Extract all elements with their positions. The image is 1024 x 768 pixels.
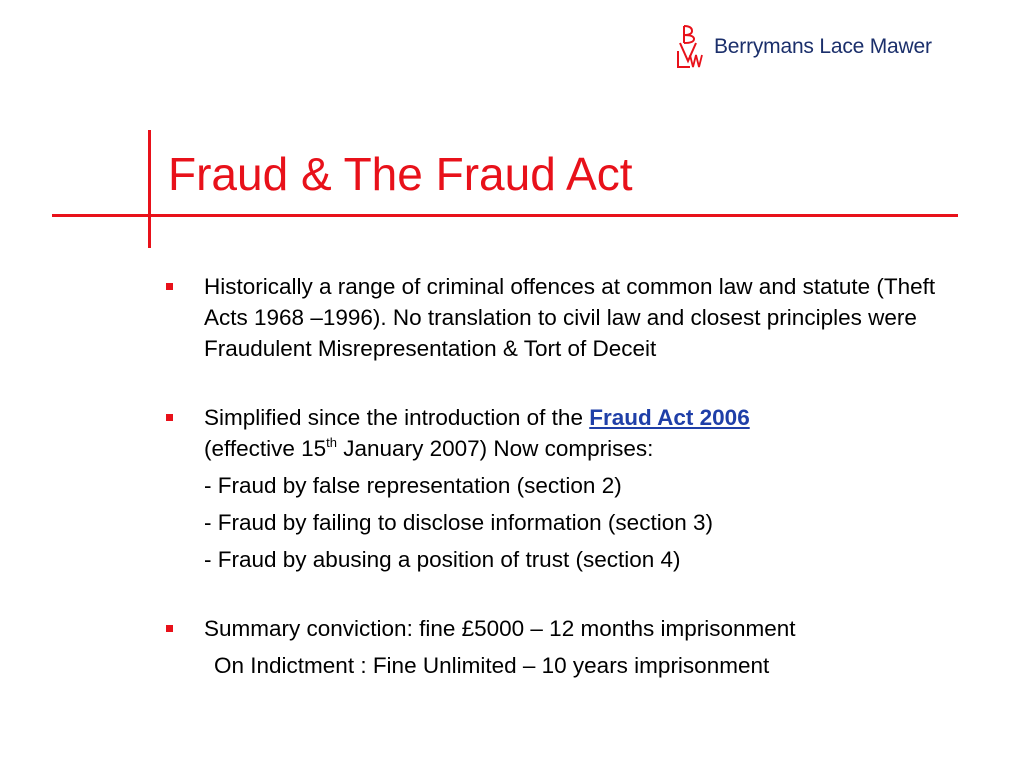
company-name: Berrymans Lace Mawer (714, 35, 932, 58)
bullet-text: Historically a range of criminal offences at common law and statute (Theft Acts 1968 –1996). No translation to civil law and closest principles were Fraudulent Misrepresentation & Tort of Deceit (204, 274, 936, 361)
bullet-intro: Simplified since the introduction of the (204, 405, 583, 430)
bullet-history (166, 271, 966, 364)
bullet-marker-icon (166, 414, 173, 421)
company-logo (676, 22, 932, 72)
blm-monogram-icon (676, 23, 704, 71)
bullet-penalties (166, 613, 966, 644)
effective-date-post: January 2007) Now comprises: (337, 436, 654, 461)
effective-date-pre: (effective 15 (204, 436, 327, 461)
slide-body (166, 271, 966, 681)
fraud-act-link[interactable]: Fraud Act 2006 (589, 405, 750, 430)
summary-conviction-text: Summary conviction: fine £5000 – 12 months imprisonment (204, 616, 796, 641)
effective-date-sup: th (326, 435, 338, 450)
title-rule-vertical (148, 130, 151, 248)
bullet-fraud-act (166, 402, 966, 464)
bullet-marker-icon (166, 283, 173, 290)
offence-item: - Fraud by false representation (section 2) (204, 473, 622, 498)
slide-title: Fraud & The Fraud Act (168, 148, 633, 200)
title-rule-horizontal (52, 214, 958, 217)
offence-item: - Fraud by failing to disclose information (section 3) (204, 510, 713, 535)
indictment-text: On Indictment : Fine Unlimited – 10 years imprisonment (214, 653, 770, 678)
bullet-marker-icon (166, 625, 173, 632)
offence-item: - Fraud by abusing a position of trust (section 4) (204, 547, 681, 572)
